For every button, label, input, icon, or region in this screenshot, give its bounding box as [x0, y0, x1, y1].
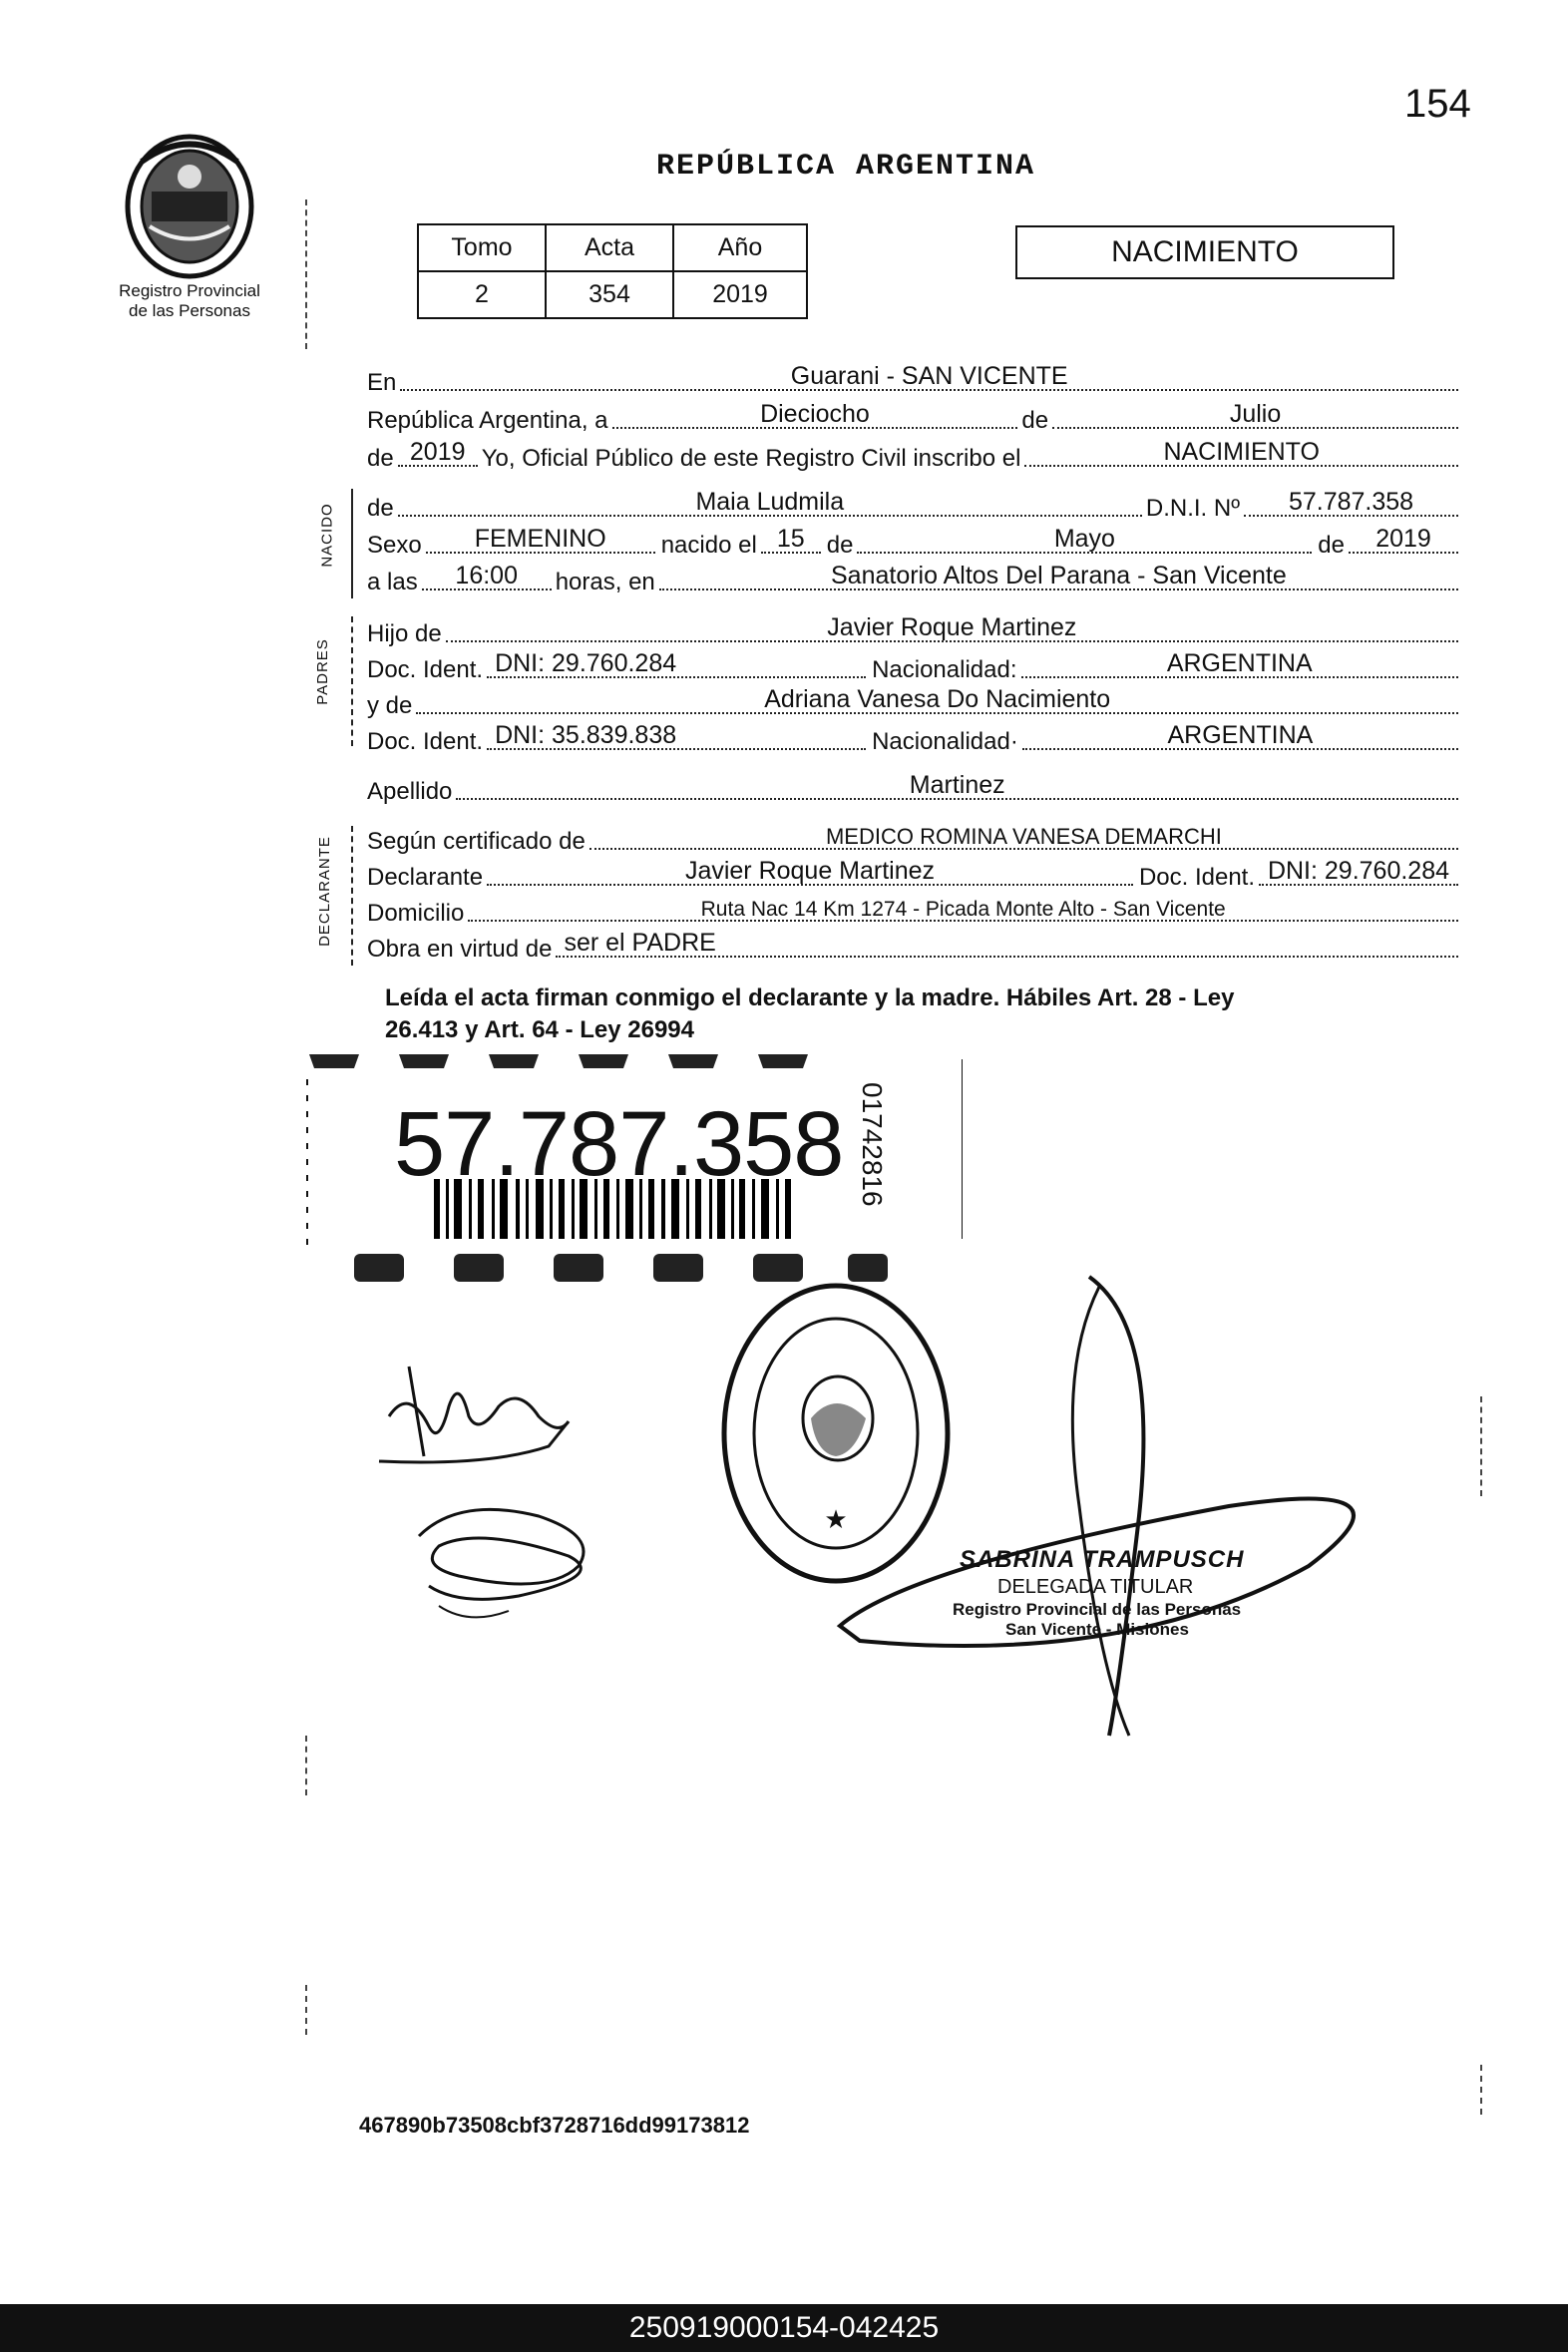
section-bracket-parents [351, 616, 353, 746]
closing-line2: 26.413 y Art. 64 - Ley 26994 [385, 1016, 694, 1043]
mother-nat-field [1022, 721, 1458, 750]
year-prefix-label: de [367, 445, 394, 472]
value-acta: 354 [546, 271, 673, 318]
dni-label: D.N.I. Nº [1145, 495, 1240, 522]
value-tomo: 2 [418, 271, 546, 318]
closing-text [385, 982, 1442, 1046]
time-label: a las [367, 569, 418, 595]
father-nat-field [1021, 649, 1459, 678]
mother-nat-label: Nacionalidad· [872, 728, 1018, 755]
sex-label: Sexo [367, 532, 422, 559]
header-acta: Acta [546, 224, 673, 271]
row-sex [367, 524, 1458, 560]
father-label: Hijo de [367, 620, 442, 647]
inscribe-field [1024, 438, 1458, 467]
father-doc-label: Doc. Ident. [367, 656, 484, 683]
side-label-born: NACIDO [318, 503, 336, 568]
province-seal-logo [122, 132, 257, 281]
footer-code: 250919000154-042425 [628, 2311, 940, 2344]
capacity-field [556, 929, 1458, 958]
year-field [398, 438, 478, 467]
official-name: SABRINA TRAMPUSCH [960, 1546, 1245, 1573]
address-field [468, 898, 1458, 922]
month-value: Julio [1229, 400, 1282, 428]
registry-name [100, 281, 279, 321]
place-field [400, 362, 1458, 391]
label-serial-number: 01742816 [857, 1082, 888, 1207]
header-anio: Año [673, 224, 807, 271]
record-header-row [418, 224, 807, 271]
father-doc-field [487, 649, 866, 678]
inscribe-text: Yo, Oficial Público de este Registro Civil inscribo el [481, 445, 1021, 472]
father-field [446, 613, 1458, 642]
row-declarant [367, 856, 1458, 892]
record-table [417, 223, 808, 319]
place-value: Guarani - SAN VICENTE [790, 362, 1068, 390]
country-label: República Argentina, a [367, 407, 608, 434]
declarant-doc-value: DNI: 29.760.284 [1267, 857, 1450, 885]
side-label-parents: PADRES [313, 638, 331, 705]
svg-text:★: ★ [824, 1504, 848, 1534]
birth-place-field [659, 562, 1458, 590]
section-bracket-declarant [351, 826, 353, 966]
dni-barcode-number: 57.787.358 [394, 1093, 844, 1195]
cert-value: MEDICO ROMINA VANESA DEMARCHI [825, 824, 1222, 849]
row-year [367, 437, 1458, 473]
side-label-declarant: DECLARANTE [315, 836, 333, 947]
dni-value: 57.787.358 [1288, 488, 1414, 516]
row-place [367, 361, 1458, 397]
row-address [367, 892, 1458, 928]
surname-label: Apellido [367, 778, 453, 805]
row-father [367, 612, 1458, 648]
declarant-value: Javier Roque Martinez [684, 857, 936, 885]
time-field [422, 562, 552, 590]
address-value: Ruta Nac 14 Km 1274 - Picada Monte Alto - San Vicente [700, 898, 1226, 921]
place-label: En [367, 369, 397, 396]
father-value: Javier Roque Martinez [827, 613, 1077, 641]
row-father-doc [367, 648, 1458, 684]
address-label: Domicilio [367, 900, 465, 927]
official-office-line2: San Vicente - Misiones [1005, 1620, 1189, 1639]
declarant-signature [369, 1347, 579, 1476]
mother-nat-value: ARGENTINA [1167, 721, 1314, 749]
margin-mark [305, 1985, 307, 2035]
page-number: 154 [1404, 82, 1471, 126]
birth-day-field [761, 525, 821, 554]
birth-year-label: de [1318, 532, 1345, 559]
surname-value: Martinez [909, 771, 1005, 799]
father-nat-value: ARGENTINA [1166, 649, 1313, 677]
declarant-label: Declarante [367, 864, 484, 891]
official-signature [830, 1267, 1428, 1746]
row-mother [367, 684, 1458, 720]
sex-value: FEMENINO [474, 525, 606, 553]
birth-year-field [1349, 525, 1458, 554]
month-field [1052, 400, 1458, 429]
declarant-doc-label: Doc. Ident. [1138, 864, 1255, 891]
capacity-label: Obra en virtud de [367, 936, 553, 963]
official-office-line1: Registro Provincial de las Personas [953, 1600, 1242, 1619]
name-label: de [367, 495, 394, 522]
mother-field [416, 685, 1458, 714]
inscribe-value: NACIMIENTO [1163, 438, 1320, 466]
birth-month-field [857, 525, 1312, 554]
closing-line1: Leída el acta firman conmigo el declarante y la madre. Hábiles Art. 28 - Ley [385, 984, 1235, 1011]
row-capacity [367, 928, 1458, 964]
dni-field [1244, 488, 1458, 517]
value-anio: 2019 [673, 271, 807, 318]
father-doc-value: DNI: 29.760.284 [495, 649, 677, 677]
row-date [367, 399, 1458, 435]
row-time [367, 561, 1458, 596]
mother-doc-field [487, 721, 866, 750]
record-value-row [418, 271, 807, 318]
mother-value: Adriana Vanesa Do Nacimiento [764, 685, 1111, 713]
row-surname [367, 770, 1458, 806]
capacity-value: ser el PADRE [564, 929, 716, 957]
margin-mark [1480, 2065, 1482, 2115]
surname-field [456, 771, 1458, 800]
name-value: Maia Ludmila [695, 488, 845, 516]
header-tomo: Tomo [418, 224, 546, 271]
sex-field [426, 525, 655, 554]
mother-label: y de [367, 692, 413, 719]
name-field [398, 488, 1142, 517]
birth-month-label: de [826, 532, 854, 559]
registry-name-line2: de las Personas [129, 301, 250, 320]
row-name [367, 487, 1458, 523]
birth-place-value: Sanatorio Altos Del Parana - San Vicente [831, 562, 1287, 589]
mother-doc-label: Doc. Ident. [367, 728, 484, 755]
cert-label: Según certificado de [367, 828, 586, 855]
month-of-label: de [1021, 407, 1049, 434]
section-bracket-born [351, 489, 353, 598]
birth-day-value: 15 [776, 525, 805, 553]
birth-year-value: 2019 [1375, 525, 1431, 553]
row-mother-doc [367, 720, 1458, 756]
document-title: REPÚBLICA ARGENTINA [656, 150, 1036, 184]
document-hash: 467890b73508cbf3728716dd99173812 [359, 2113, 750, 2138]
margin-mark [305, 1736, 307, 1795]
father-nat-label: Nacionalidad: [872, 656, 1017, 683]
cert-field [589, 826, 1458, 850]
day-field [612, 400, 1018, 429]
margin-mark [305, 199, 307, 349]
declarant-doc-field [1259, 857, 1458, 886]
day-value: Dieciocho [760, 400, 870, 428]
registry-name-line1: Registro Provincial [119, 281, 260, 300]
row-certificate [367, 820, 1458, 856]
margin-mark [1480, 1396, 1482, 1496]
mother-doc-value: DNI: 35.839.838 [495, 721, 677, 749]
declarant-field [487, 857, 1133, 886]
act-type-box: NACIMIENTO [1015, 225, 1394, 279]
time-value: 16:00 [455, 562, 518, 589]
year-value: 2019 [409, 438, 466, 466]
official-title: DELEGADA TITULAR [997, 1576, 1194, 1598]
born-label: nacido el [660, 532, 757, 559]
mother-signature [399, 1486, 628, 1626]
birth-month-value: Mayo [1053, 525, 1115, 553]
hours-label: horas, en [555, 569, 655, 595]
